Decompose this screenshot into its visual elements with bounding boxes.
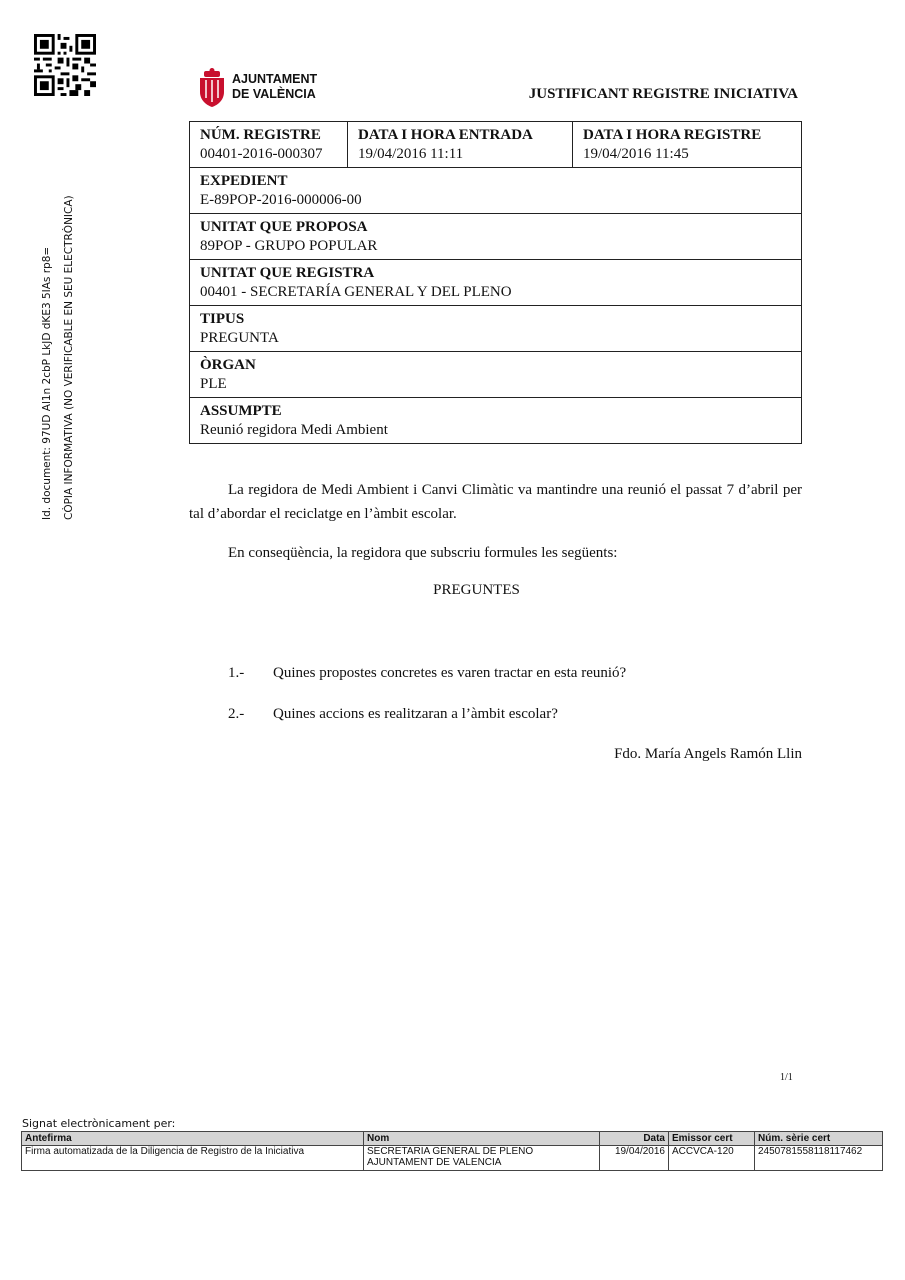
logo-line-1: AJUNTAMENT: [232, 72, 318, 86]
unitat-registra-cell: [190, 260, 802, 306]
signature-table: [21, 1131, 883, 1171]
column-header: Núm. sèrie cert: [755, 1132, 883, 1146]
table-row: [190, 306, 802, 352]
column-header: Emissor cert: [669, 1132, 755, 1146]
nom-line: SECRETARIA GENERAL DE PLENO: [367, 1146, 534, 1157]
tipus-cell: [190, 306, 802, 352]
field-label: ÒRGAN: [200, 357, 256, 373]
document-title: JUSTIFICANT REGISTRE INICIATIVA: [528, 86, 798, 102]
logo-text: [232, 72, 317, 102]
table-row: [190, 168, 802, 214]
unitat-proposa-cell: [190, 214, 802, 260]
nom-line: AJUNTAMENT DE VALENCIA: [367, 1157, 502, 1168]
column-header: Data: [600, 1132, 669, 1146]
table-row: [22, 1146, 883, 1171]
table-row: [190, 398, 802, 444]
side-note: [36, 195, 80, 520]
serie-cell: 2450781558118117462: [755, 1146, 883, 1171]
field-value: 89POP - GRUPO POPULAR: [200, 238, 378, 254]
data-cell: 19/04/2016: [600, 1146, 669, 1171]
column-header: Antefirma: [22, 1132, 364, 1146]
logo-line-2: DE VALÈNCIA: [232, 87, 316, 101]
table-row: [190, 260, 802, 306]
table-header-row: [22, 1132, 883, 1146]
field-label: DATA I HORA ENTRADA: [358, 127, 533, 143]
nom-cell: [364, 1146, 600, 1171]
signature-caption: Signat electrònicament per:: [22, 1117, 176, 1130]
num-registre-cell: [190, 122, 348, 168]
data-registre-cell: [573, 122, 802, 168]
field-value: 00401 - SECRETARÍA GENERAL Y DEL PLENO: [200, 284, 512, 300]
question-text: Quines propostes concretes es varen tractar en esta reunió?: [273, 665, 627, 681]
expedient-cell: [190, 168, 802, 214]
field-label: TIPUS: [200, 311, 245, 327]
page-number: 1/1: [780, 1072, 793, 1083]
question-item: [228, 706, 558, 723]
field-value: 00401-2016-000307: [200, 146, 323, 162]
paragraph-consequence: En conseqüència, la regidora que subscriu formules les següents:: [228, 545, 618, 561]
field-value: Reunió regidora Medi Ambient: [200, 422, 388, 438]
question-number: 1.-: [228, 665, 245, 681]
column-header: Nom: [364, 1132, 600, 1146]
organ-cell: [190, 352, 802, 398]
document-id: Id. document: 97UD Al1n 2cbP LkJD dKE3 5IAs rp8=: [41, 246, 53, 520]
field-label: DATA I HORA REGISTRE: [583, 127, 762, 143]
signature-line: Fdo. María Angels Ramón Llin: [614, 746, 802, 762]
field-label: NÚM. REGISTRE: [200, 127, 321, 143]
table-row: [190, 214, 802, 260]
antefirma-cell: Firma automatizada de la Diligencia de Registro de la Iniciativa: [22, 1146, 364, 1171]
emissor-cell: ACCVCA-120: [669, 1146, 755, 1171]
field-value: E-89POP-2016-000006-00: [200, 192, 362, 208]
data-entrada-cell: [348, 122, 573, 168]
field-value: PLE: [200, 376, 227, 392]
field-value: 19/04/2016 11:11: [358, 146, 464, 162]
field-label: UNITAT QUE PROPOSA: [200, 219, 368, 235]
field-value: PREGUNTA: [200, 330, 279, 346]
copy-notice: CÒPIA INFORMATIVA (NO VERIFICABLE EN SEU ELECTRÒNICA): [63, 195, 75, 520]
field-value: 19/04/2016 11:45: [583, 146, 689, 162]
question-text: Quines accions es realitzaran a l’àmbit escolar?: [273, 706, 558, 722]
question-number: 2.-: [228, 706, 245, 722]
table-row: [190, 352, 802, 398]
questions-heading: PREGUNTES: [433, 582, 520, 598]
question-item: [228, 665, 626, 682]
paragraph-intro: La regidora de Medi Ambient i Canvi Climàtic va mantindre una reunió el passat 7 d’abril per tal d’abordar el reciclatge en l’àmbit escolar.: [189, 482, 802, 522]
field-label: EXPEDIENT: [200, 173, 288, 189]
qr-code-icon: [34, 34, 96, 96]
table-row: [190, 122, 802, 168]
assumpte-cell: [190, 398, 802, 444]
registry-table: [189, 121, 802, 444]
field-label: UNITAT QUE REGISTRA: [200, 265, 375, 281]
field-label: ASSUMPTE: [200, 403, 282, 419]
